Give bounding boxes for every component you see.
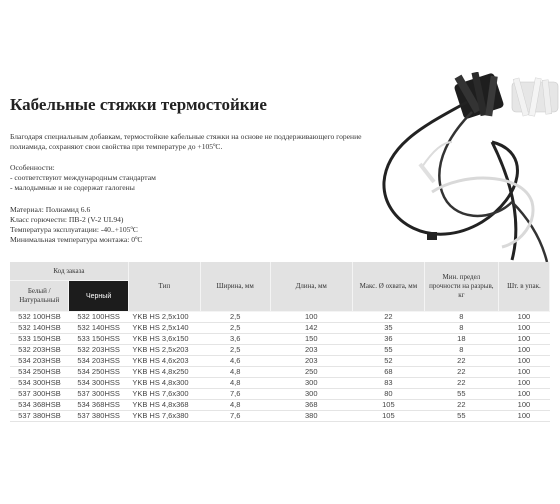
width-cell: 7,6 bbox=[200, 389, 270, 400]
type-cell: YKB HS 4,8x250 bbox=[128, 367, 200, 378]
spec-temperature: Температура эксплуатации: -40..+105ºС bbox=[10, 225, 138, 234]
type-cell: YKB HS 7,6x380 bbox=[128, 411, 200, 422]
max-diameter-cell: 22 bbox=[352, 312, 424, 323]
white-code-cell: 532 203HSB bbox=[10, 345, 69, 356]
type-cell: YKB HS 2,5x140 bbox=[128, 323, 200, 334]
type-cell: YKB HS 2,5x203 bbox=[128, 345, 200, 356]
pcs-cell: 100 bbox=[498, 411, 549, 422]
white-code-cell: 533 150HSB bbox=[10, 334, 69, 345]
length-cell: 250 bbox=[270, 367, 352, 378]
white-natural-header: Белый / Натуральный bbox=[10, 281, 69, 312]
pcs-cell: 100 bbox=[498, 345, 549, 356]
black-ties-bundle bbox=[453, 72, 504, 120]
length-cell: 100 bbox=[270, 312, 352, 323]
black-code-cell: 532 203HSS bbox=[69, 345, 128, 356]
max-diameter-cell: 68 bbox=[352, 367, 424, 378]
table-body bbox=[10, 312, 550, 422]
table-row bbox=[10, 323, 550, 334]
width-cell: 2,5 bbox=[200, 345, 270, 356]
length-cell: 300 bbox=[270, 378, 352, 389]
min-strength-cell: 18 bbox=[424, 334, 498, 345]
min-strength-cell: 8 bbox=[424, 345, 498, 356]
type-cell: YKB HS 4,8x368 bbox=[128, 400, 200, 411]
pcs-cell: 100 bbox=[498, 334, 549, 345]
length-cell: 203 bbox=[270, 356, 352, 367]
length-cell: 380 bbox=[270, 411, 352, 422]
pcs-cell: 100 bbox=[498, 389, 549, 400]
max-diameter-cell: 35 bbox=[352, 323, 424, 334]
features-heading: Особенности: bbox=[10, 163, 55, 172]
pcs-cell: 100 bbox=[498, 378, 549, 389]
table-row bbox=[10, 345, 550, 356]
min-strength-cell: 55 bbox=[424, 411, 498, 422]
width-cell: 4,8 bbox=[200, 378, 270, 389]
black-code-cell: 533 150HSS bbox=[69, 334, 128, 345]
white-code-cell: 532 140HSB bbox=[10, 323, 69, 334]
max-diameter-cell: 105 bbox=[352, 400, 424, 411]
black-code-cell: 534 368HSS bbox=[69, 400, 128, 411]
width-cell: 4,8 bbox=[200, 400, 270, 411]
pcs-header: Шт. в упак. bbox=[498, 262, 549, 312]
length-cell: 300 bbox=[270, 389, 352, 400]
white-code-cell: 537 300HSB bbox=[10, 389, 69, 400]
page-title: Кабельные стяжки термостойкие bbox=[10, 95, 267, 114]
white-code-cell: 534 300HSB bbox=[10, 378, 69, 389]
min-strength-cell: 55 bbox=[424, 389, 498, 400]
intro-text: Благодаря специальным добавкам, термостойкие кабельные стяжки на основе не поддерживающего горение полиамида, сохраняют свои свойства при температуре до +105ºС. bbox=[10, 132, 362, 151]
max-diameter-cell: 36 bbox=[352, 334, 424, 345]
table-row bbox=[10, 400, 550, 411]
min-strength-cell: 8 bbox=[424, 312, 498, 323]
table-row bbox=[10, 378, 550, 389]
feature-item: - соответствуют международным стандартам bbox=[10, 173, 156, 182]
spec-table bbox=[10, 262, 550, 422]
pcs-cell: 100 bbox=[498, 312, 549, 323]
spec-material: Материал: Полиамид 6.6 bbox=[10, 205, 91, 214]
min-strength-cell: 8 bbox=[424, 323, 498, 334]
black-code-cell: 537 380HSS bbox=[69, 411, 128, 422]
black-code-cell: 534 203HSS bbox=[69, 356, 128, 367]
order-code-header: Код заказа bbox=[10, 262, 128, 281]
min-strength-header: Мин. предел прочности на разрыв, кг bbox=[424, 262, 498, 312]
white-code-cell: 532 100HSB bbox=[10, 312, 69, 323]
pcs-cell: 100 bbox=[498, 367, 549, 378]
type-cell: YKB HS 4,6x203 bbox=[128, 356, 200, 367]
table-row bbox=[10, 356, 550, 367]
min-strength-cell: 22 bbox=[424, 367, 498, 378]
width-cell: 2,5 bbox=[200, 312, 270, 323]
min-strength-cell: 22 bbox=[424, 378, 498, 389]
white-ties-bundle bbox=[512, 78, 558, 116]
length-cell: 142 bbox=[270, 323, 352, 334]
width-cell: 2,5 bbox=[200, 323, 270, 334]
pcs-cell: 100 bbox=[498, 356, 549, 367]
table-row bbox=[10, 367, 550, 378]
width-cell: 3,6 bbox=[200, 334, 270, 345]
length-header: Длина, мм bbox=[270, 262, 352, 312]
white-code-cell: 537 380HSB bbox=[10, 411, 69, 422]
max-diameter-header: Макс. Ø охвата, мм bbox=[352, 262, 424, 312]
black-code-cell: 534 300HSS bbox=[69, 378, 128, 389]
type-cell: YKB HS 2,5x100 bbox=[128, 312, 200, 323]
black-code-cell: 534 250HSS bbox=[69, 367, 128, 378]
black-code-cell: 537 300HSS bbox=[69, 389, 128, 400]
length-cell: 203 bbox=[270, 345, 352, 356]
width-cell: 4,6 bbox=[200, 356, 270, 367]
pcs-cell: 100 bbox=[498, 323, 549, 334]
max-diameter-cell: 80 bbox=[352, 389, 424, 400]
max-diameter-cell: 105 bbox=[352, 411, 424, 422]
feature-item: - малодымные и не содержат галогены bbox=[10, 183, 135, 192]
width-cell: 4,8 bbox=[200, 367, 270, 378]
type-cell: YKB HS 4,8x300 bbox=[128, 378, 200, 389]
width-cell: 7,6 bbox=[200, 411, 270, 422]
table-row bbox=[10, 389, 550, 400]
type-header: Тип bbox=[128, 262, 200, 312]
table-row bbox=[10, 411, 550, 422]
spec-flammability: Класс горючести: ПВ-2 (V-2 UL94) bbox=[10, 215, 124, 224]
type-cell: YKB HS 3,6x150 bbox=[128, 334, 200, 345]
white-code-cell: 534 368HSB bbox=[10, 400, 69, 411]
min-strength-cell: 22 bbox=[424, 400, 498, 411]
white-code-cell: 534 250HSB bbox=[10, 367, 69, 378]
black-code-cell: 532 100HSS bbox=[69, 312, 128, 323]
min-strength-cell: 22 bbox=[424, 356, 498, 367]
features-block bbox=[10, 163, 156, 193]
max-diameter-cell: 52 bbox=[352, 356, 424, 367]
black-header: Черный bbox=[69, 281, 128, 312]
type-cell: YKB HS 7,6x300 bbox=[128, 389, 200, 400]
white-code-cell: 534 203HSB bbox=[10, 356, 69, 367]
max-diameter-cell: 55 bbox=[352, 345, 424, 356]
table-row bbox=[10, 334, 550, 345]
cable-ties-image bbox=[372, 72, 560, 262]
table-row bbox=[10, 312, 550, 323]
black-code-cell: 532 140HSS bbox=[69, 323, 128, 334]
length-cell: 150 bbox=[270, 334, 352, 345]
max-diameter-cell: 83 bbox=[352, 378, 424, 389]
width-header: Ширина, мм bbox=[200, 262, 270, 312]
spec-min-temperature: Минимальная температура монтажа: 0ºС bbox=[10, 235, 143, 244]
length-cell: 368 bbox=[270, 400, 352, 411]
specs-block bbox=[10, 205, 142, 245]
pcs-cell: 100 bbox=[498, 400, 549, 411]
